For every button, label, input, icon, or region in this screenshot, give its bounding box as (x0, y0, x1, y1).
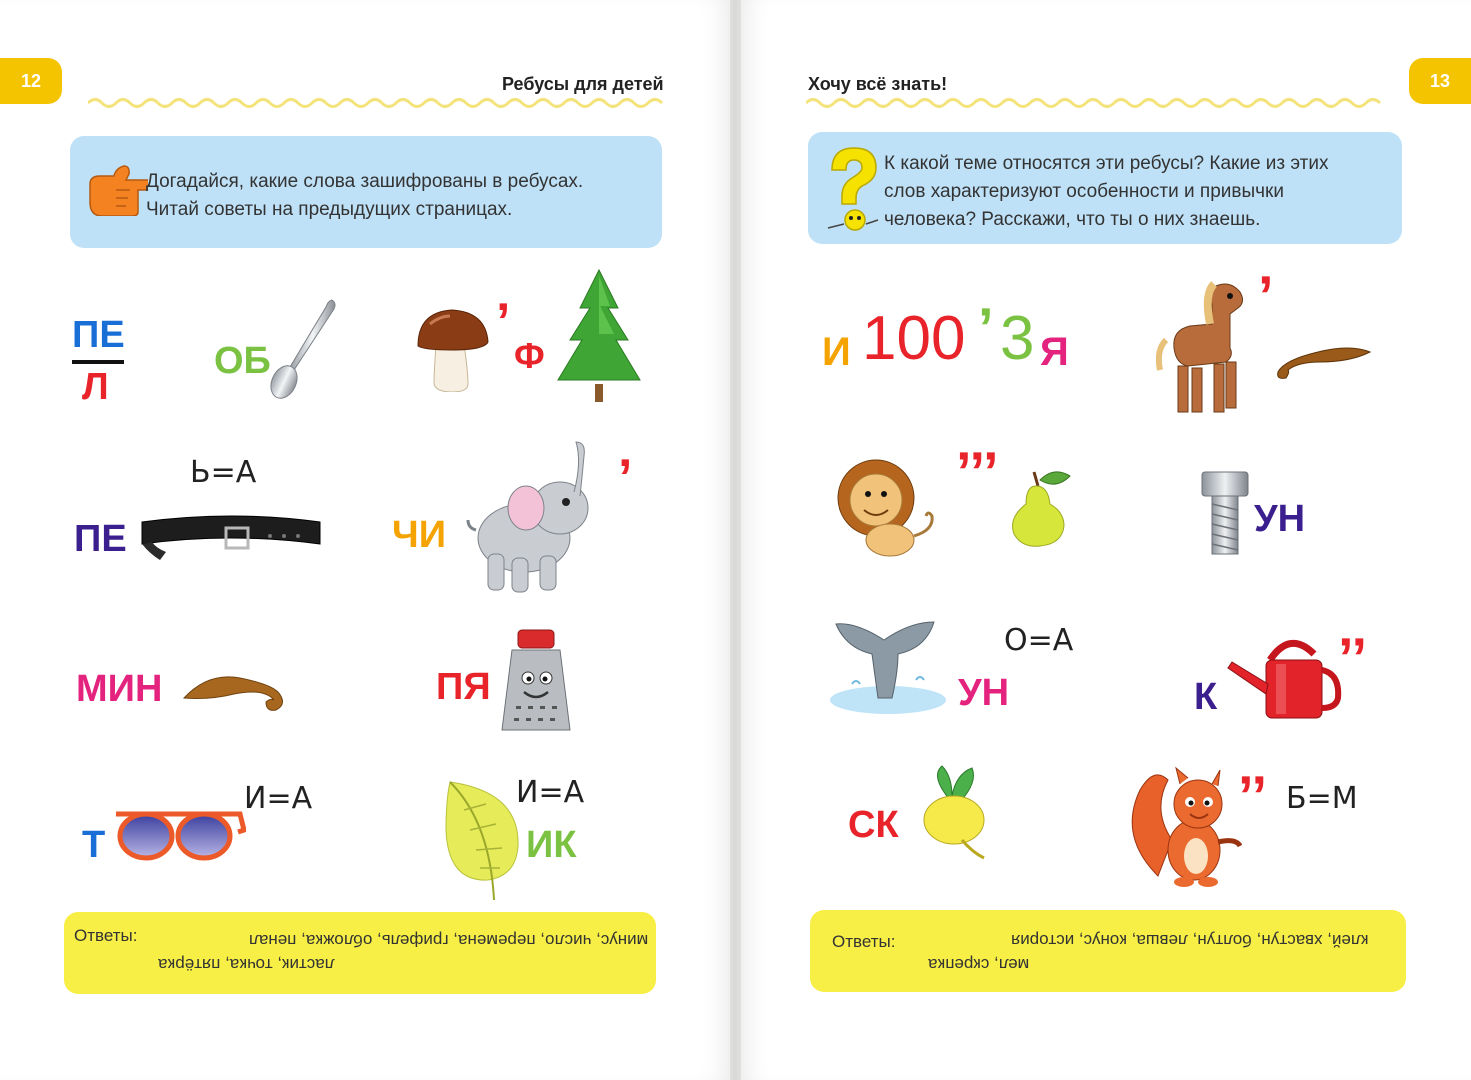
rebus-8-letter: Т (82, 824, 106, 866)
rebus-4-rule: Ь=А (190, 455, 257, 490)
page-number-right: 13 (1409, 58, 1471, 104)
hint-box-right (808, 132, 1402, 244)
pointing-hand-icon (86, 164, 148, 216)
grater-icon (500, 628, 572, 734)
fir-tree-icon (554, 268, 644, 404)
answers-line-1: минус, число, перемена, грифель, обложка, пенал (248, 931, 648, 950)
rebus-9-rule: И=А (516, 775, 585, 810)
leaf-icon (440, 774, 524, 900)
tail-icon (1276, 338, 1372, 380)
turnip-icon (918, 764, 990, 862)
belt-icon (134, 508, 326, 570)
spoon-icon (266, 296, 340, 402)
rebus-r1-letter-1: И (822, 330, 851, 374)
answers-label: Ответы: (74, 926, 138, 945)
hint-box-left (70, 136, 662, 248)
hint-line-1: Догадайся, какие слова зашифрованы в ребусах. (146, 171, 584, 192)
rebus-r3-commas: ’’’ (956, 440, 999, 503)
rebus-r1-comma: ’ (978, 296, 994, 359)
rebus-r5-letters: УН (958, 672, 1010, 714)
answers-line-1: клей, хвастун, болтун, левша, конус, история (1010, 931, 1368, 950)
rebus-r5-rule: О=А (1004, 623, 1074, 658)
page-number-left: 12 (0, 58, 62, 104)
pear-icon (1000, 466, 1074, 548)
rebus-r1-number: 100 (862, 304, 966, 373)
hint-line-3: человека? Расскажи, что ты о них знаешь. (884, 209, 1261, 230)
rebus-5-comma: ’ (618, 449, 633, 507)
rebus-9-letters: ИК (526, 824, 577, 866)
rebus-r8-rule: Б=М (1286, 781, 1358, 816)
hint-line-1: К какой теме относятся эти ребусы? Какие из этих (884, 153, 1329, 174)
rebus-6-letters: МИН (76, 668, 163, 710)
rebus-4-letters: ПЕ (74, 518, 127, 560)
rebus-r8-commas: ’’ (1238, 764, 1268, 827)
horse-icon (1156, 276, 1256, 416)
running-title-right: Хочу всё знать! (808, 74, 948, 94)
hint-line-2: Читай советы на предыдущих страницах. (146, 199, 513, 220)
question-mark-icon (820, 144, 880, 236)
whale-tail-icon (826, 614, 948, 718)
answers-box-right (810, 910, 1406, 992)
wavy-divider-left (88, 95, 668, 111)
rebus-8-rule: И=А (244, 781, 313, 816)
running-title-left: Ребусы для детей (502, 74, 664, 94)
rebus-r7-letters: СК (848, 804, 899, 846)
rebus-r4-letters: УН (1254, 498, 1306, 540)
elephant-icon (462, 438, 612, 596)
rebus-r1-letter-2: Я (1040, 330, 1069, 374)
hint-line-2: слов характеризуют особенности и привычки (884, 181, 1284, 202)
sunglasses-icon (116, 806, 246, 868)
lion-icon (834, 456, 944, 560)
answers-line-2: ластик, точка, пятёрка (158, 955, 335, 974)
rebus-r6-letter: К (1194, 676, 1218, 718)
answers-box-left (64, 912, 656, 994)
rebus-3-letter: Ф (514, 335, 545, 376)
squirrel-icon (1128, 766, 1242, 888)
wavy-divider-right (806, 95, 1390, 111)
fraction-line (72, 360, 124, 364)
answers-line-2: мел, скрепка (928, 955, 1030, 974)
rebus-1-denominator: Л (82, 366, 109, 408)
rebus-5-letters: ЧИ (392, 514, 447, 556)
rebus-r2-comma: ’ (1258, 264, 1274, 327)
rebus-2-letters: ОБ (214, 340, 271, 382)
mustache-icon (182, 668, 290, 716)
mushroom-icon (414, 308, 490, 392)
rebus-r1-digit: 3 (1000, 304, 1035, 373)
watering-can-icon (1226, 630, 1344, 722)
rebus-7-letters: ПЯ (436, 666, 491, 708)
rebus-1-numerator: ПЕ (72, 314, 125, 356)
rebus-r6-commas: ’’ (1338, 626, 1368, 689)
rebus-3-comma: ’ (496, 293, 511, 351)
bolt-icon (1198, 470, 1252, 558)
answers-label: Ответы: (832, 932, 896, 951)
